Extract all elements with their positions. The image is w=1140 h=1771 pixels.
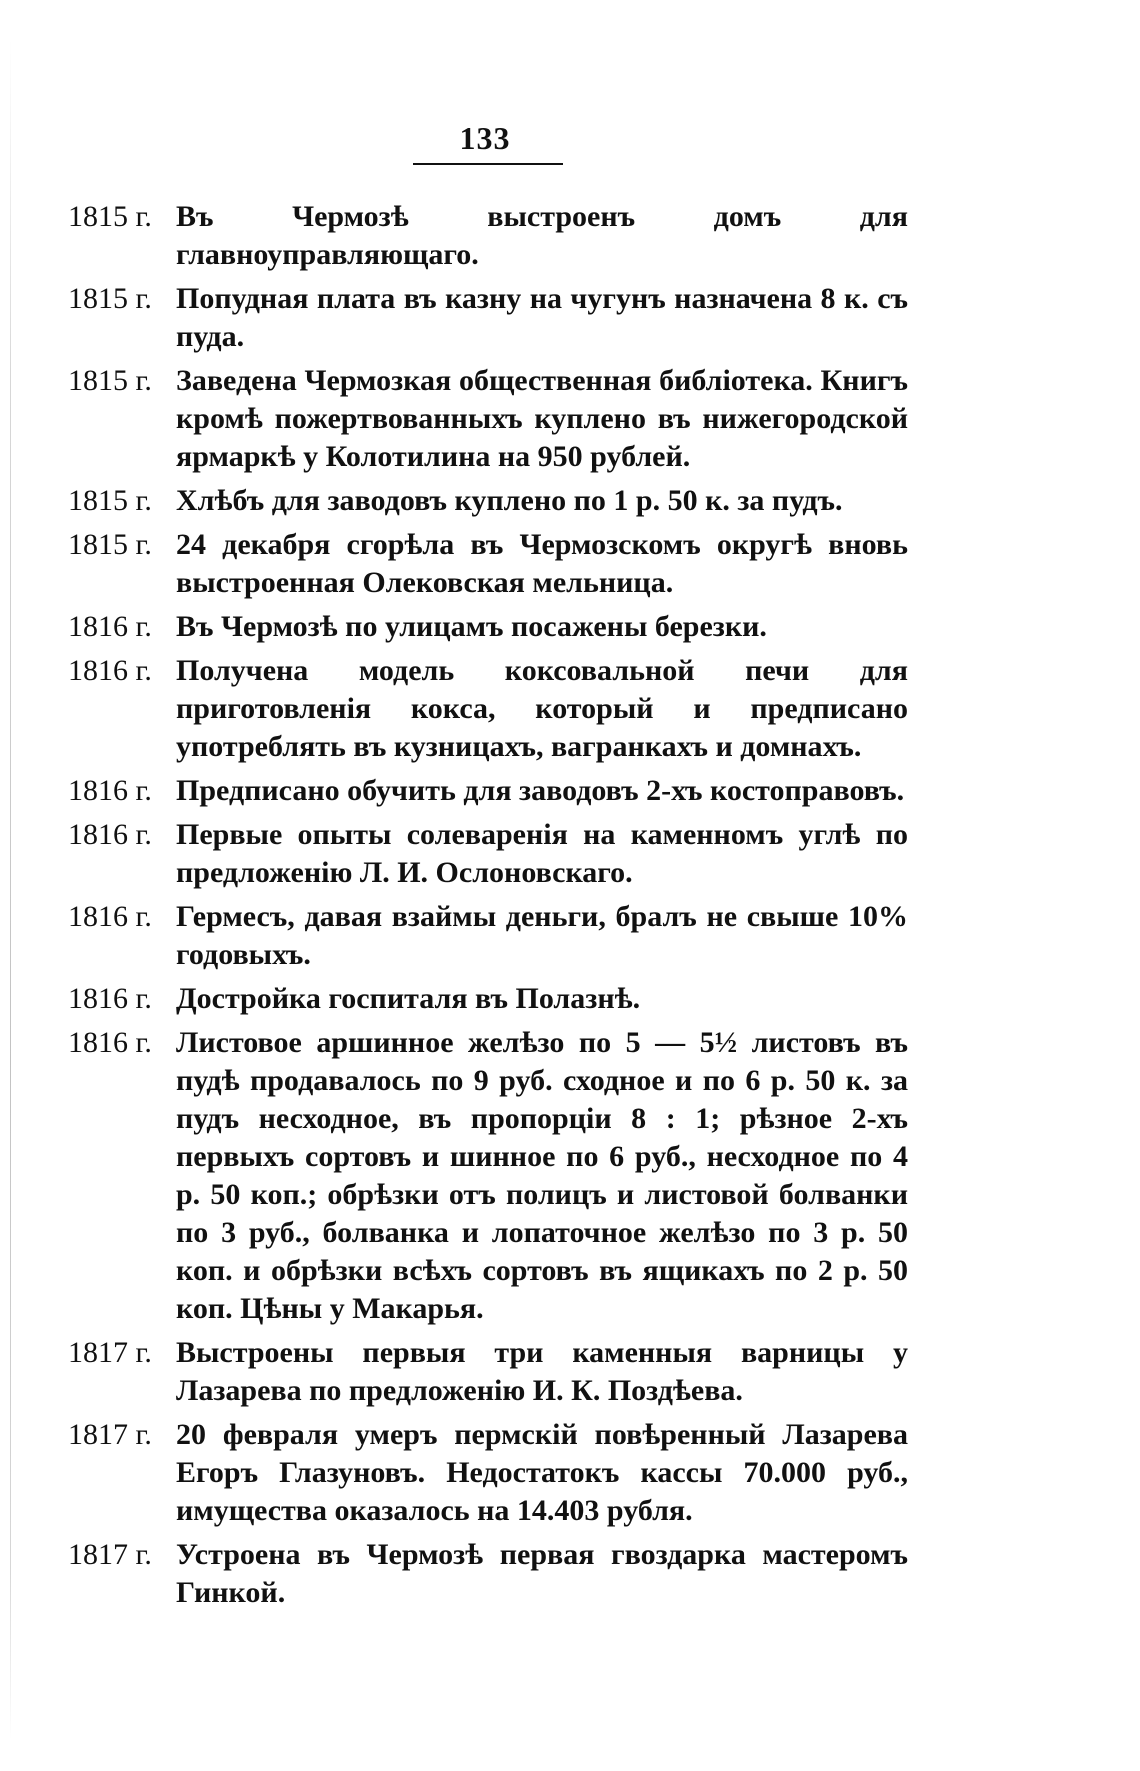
- entry-text: Въ Чермозѣ выстроенъ домъ для главноуправляющаго.: [176, 200, 908, 271]
- entry-text: Въ Чермозѣ по улицамъ посажены березки.: [176, 610, 767, 643]
- entry-year: 1816 г.: [68, 1026, 152, 1059]
- entry-text: Предписано обучить для заводовъ 2-хъ костоправовъ.: [176, 774, 905, 807]
- chronicle-entry: [68, 1024, 908, 1328]
- chronicle-entry: [68, 280, 908, 356]
- entry-text: Выстроены первыя три каменныя варницы у Лазарева по предложенію И. К. Поздѣева.: [176, 1336, 908, 1407]
- entry-text: Попудная плата въ казну на чугунъ назначена 8 к. съ пуда.: [176, 282, 908, 353]
- entry-year: 1817 г.: [68, 1418, 152, 1451]
- chronicle-entry: [68, 198, 908, 274]
- entry-year: 1815 г.: [68, 484, 152, 517]
- entry-text: Достройка госпиталя въ Полазнѣ.: [176, 982, 641, 1015]
- entry-year: 1816 г.: [68, 900, 152, 933]
- entry-year: 1815 г.: [68, 200, 152, 233]
- entry-text: Гермесъ, давая взаймы деньги, бралъ не свыше 10% годовыхъ.: [176, 900, 908, 971]
- chronicle-entry: [68, 652, 908, 766]
- scan-edge-line: [10, 40, 11, 1740]
- entry-year: 1816 г.: [68, 774, 152, 807]
- chronicle-entry: [68, 482, 908, 520]
- entry-year: 1816 г.: [68, 654, 152, 687]
- chronicle-entries: [68, 198, 908, 1618]
- entry-text: Первые опыты солеваренія на каменномъ углѣ по предложенію Л. И. Ослоновскаго.: [176, 818, 908, 889]
- entry-year: 1816 г.: [68, 982, 152, 1015]
- chronicle-entry: [68, 898, 908, 974]
- entry-text: Листовое аршинное желѣзо по 5 — 5½ листовъ въ пудѣ продавалось по 9 руб. сходное и по 6 р. 50 к. за пудъ несходное, въ пропорціи 8 : 1; рѣзное 2-хъ первыхъ сортовъ и шинное по 6 руб., несходное по 4 р. 50 коп.; обрѣзки отъ полицъ и листовой болванки по 3 руб., болванка и лопаточное желѣзо по 3 р. 50 коп. и обрѣзки всѣхъ сортовъ въ ящикахъ по 2 р. 50 коп. Цѣны у Макарья.: [176, 1026, 908, 1325]
- entry-text: Устроена въ Чермозѣ первая гвоздарка мастеромъ Гинкой.: [176, 1538, 908, 1609]
- chronicle-entry: [68, 362, 908, 476]
- chronicle-entry: [68, 526, 908, 602]
- entry-year: 1815 г.: [68, 364, 152, 397]
- page-number: 133: [459, 120, 511, 156]
- chronicle-entry: [68, 1334, 908, 1410]
- entry-text: 20 февраля умеръ пермскій повѣренный Лазарева Егоръ Глазуновъ. Недостатокъ кассы 70.000 руб., имущества оказалось на 14.403 рубля.: [176, 1418, 908, 1527]
- chronicle-entry: [68, 1536, 908, 1612]
- entry-text: Хлѣбъ для заводовъ куплено по 1 р. 50 к. за пудъ.: [176, 484, 843, 517]
- entry-text: Заведена Чермозкая общественная библіотека. Книгъ кромѣ пожертвованныхъ куплено въ нижегородской ярмаркѣ у Колотилина на 950 рублей.: [176, 364, 908, 473]
- chronicle-entry: [68, 608, 908, 646]
- entry-year: 1817 г.: [68, 1336, 152, 1369]
- entry-year: 1816 г.: [68, 610, 152, 643]
- entry-year: 1817 г.: [68, 1538, 152, 1571]
- entry-year: 1816 г.: [68, 818, 152, 851]
- chronicle-entry: [68, 772, 908, 810]
- entry-text: 24 декабря сгорѣла въ Чермозскомъ округѣ вновь выстроенная Олековская мельница.: [176, 528, 908, 599]
- chronicle-entry: [68, 816, 908, 892]
- chronicle-entry: [68, 1416, 908, 1530]
- chronicle-entry: [68, 980, 908, 1018]
- entry-text: Получена модель коксовальной печи для приготовленія кокса, который и предписано употреблять въ кузницахъ, вагранкахъ и домнахъ.: [176, 654, 908, 763]
- entry-year: 1815 г.: [68, 282, 152, 315]
- entry-year: 1815 г.: [68, 528, 152, 561]
- page-number-rule: [413, 163, 563, 165]
